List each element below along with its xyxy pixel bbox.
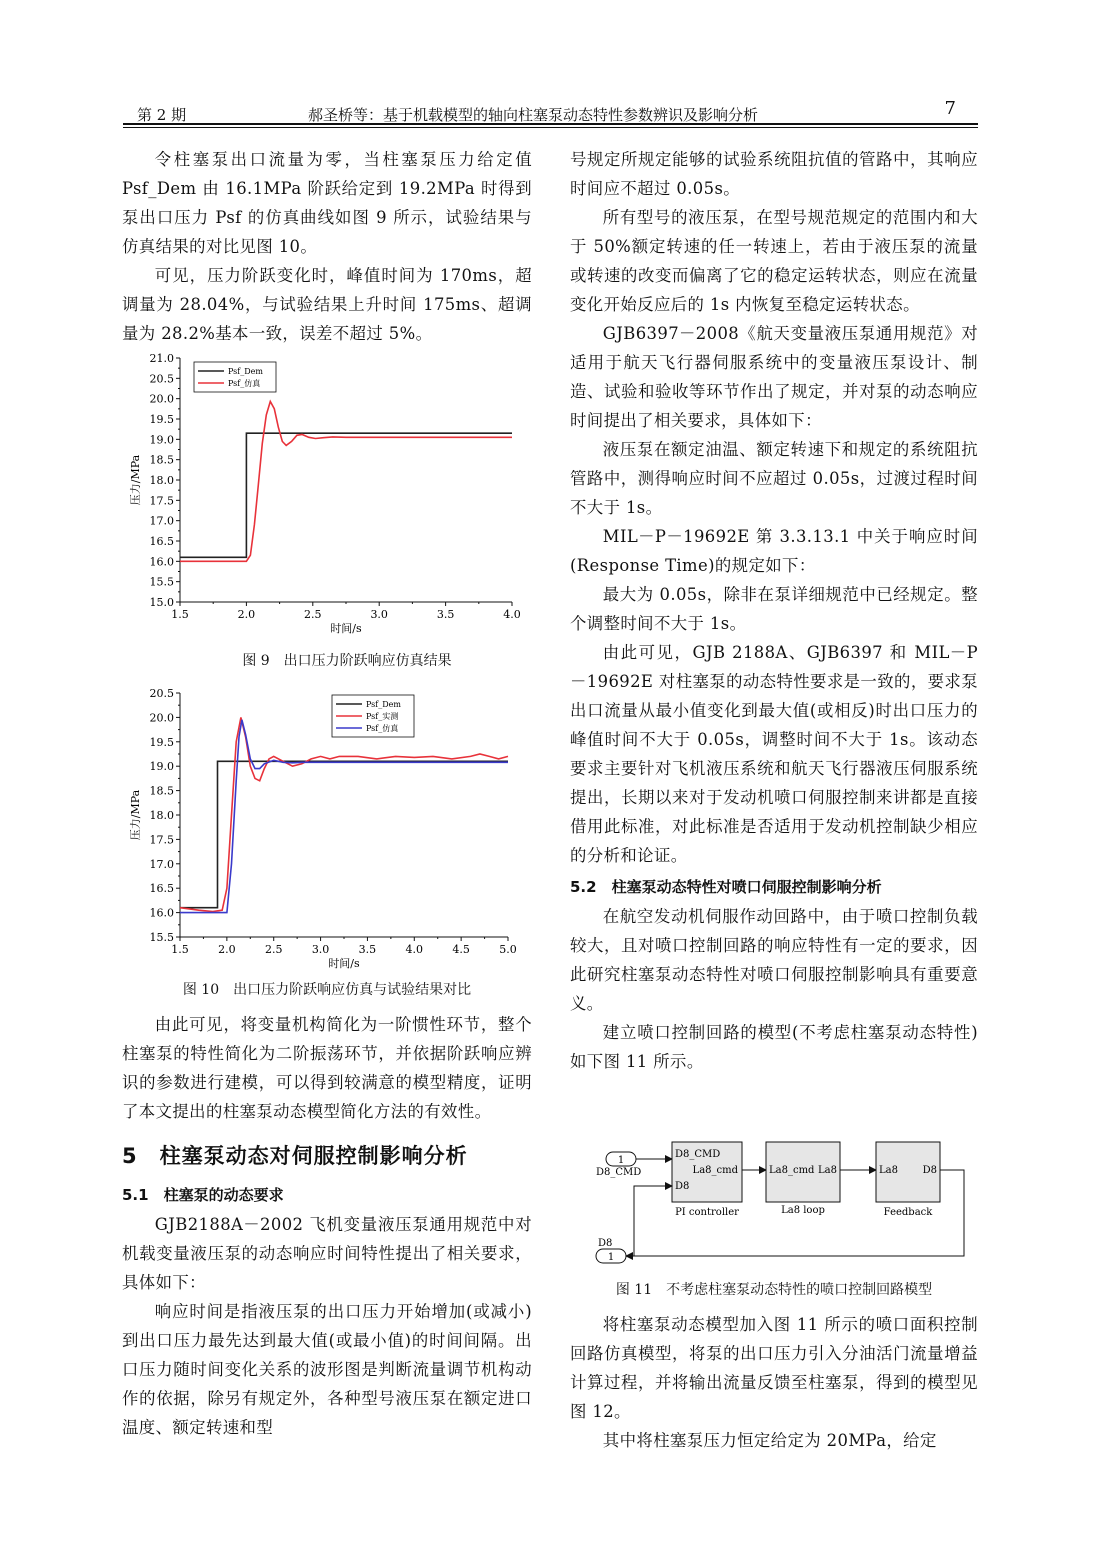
y-tick-label: 19.0	[149, 760, 174, 774]
x-tick-label: 4.5	[452, 943, 470, 956]
legend-label: Psf_仿真	[228, 379, 261, 388]
block-diagram	[580, 1135, 980, 1270]
section-5-1-heading: 5.1 柱塞泵的动态要求	[122, 1186, 284, 1204]
paragraph: 号规定所规定能够的试验系统阻抗值的管路中，其响应时间应不超过 0.05s。	[570, 150, 978, 198]
loop-output-label: La8	[818, 1165, 837, 1176]
legend-label: Psf_Dem	[228, 367, 263, 376]
x-tick-label: 3.0	[311, 943, 330, 956]
outport-label: D8	[598, 1238, 613, 1249]
y-axis-label: 压力/MPa	[129, 789, 142, 841]
paragraph: 令柱塞泵出口流量为零，当柱塞泵压力给定值 Psf_Dem 由 16.1MPa 阶跃给定到 19.2MPa 时得到泵出口压力 Psf 的仿真曲线如图 9 所示，试验结果与仿真结果的对比见图 10。	[122, 150, 532, 256]
figure-11-diagram	[580, 1135, 980, 1270]
x-tick-label: 4.0	[503, 608, 521, 621]
y-tick-label: 17.0	[149, 514, 174, 528]
pi-output-label: La8_cmd	[692, 1165, 738, 1176]
feedback-branch-line	[634, 1186, 672, 1256]
x-tick-label: 2.5	[264, 943, 283, 956]
y-tick-label: 16.0	[149, 555, 174, 569]
right-column	[570, 145, 978, 1076]
y-tick-label: 20.5	[149, 687, 174, 700]
figure-10-caption: 图 10 出口压力阶跃响应仿真与试验结果对比	[182, 982, 472, 998]
paragraph: 由此可见，GJB 2188A、GJB6397 和 MIL－P－19692E 对柱塞泵的动态特性要求是一致的，要求泵出口流量从最小值变化到最大值(或相反)时出口压力的峰值时间不大于 0.05s，调整时间不大于 1s。该动态要求主要针对飞机液压系统和航天飞行器液压伺服系统提出，长期以来对于发动机喷口伺服控制来讲都是直接借用此标准，对此标准是否适用于发动机控制缺少相应的分析和论证。	[570, 643, 978, 865]
figure-11-caption: 图 11 不考虑柱塞泵动态特性的喷口控制回路模型	[615, 1282, 933, 1298]
series-line	[180, 433, 512, 557]
y-tick-label: 19.5	[149, 413, 174, 426]
right-column-lower	[570, 1310, 978, 1455]
y-tick-label: 19.0	[149, 433, 174, 447]
series-line	[180, 402, 512, 562]
x-axis-label: 时间/s	[328, 957, 360, 970]
paragraph: 将柱塞泵动态模型加入图 11 所示的喷口面积控制回路仿真模型，将泵的出口压力引入分油活门流量增益计算过程，并将输出流量反馈至柱塞泵，得到的模型见图 12。	[570, 1315, 978, 1421]
left-column	[122, 145, 532, 348]
header-title: 郝圣桥等：基于机载模型的轴向柱塞泵动态特性参数辨识及影响分析	[308, 106, 759, 124]
y-tick-label: 18.5	[149, 784, 174, 798]
left-column-lower	[122, 1010, 532, 1442]
y-tick-label: 20.0	[149, 392, 174, 406]
y-tick-label: 17.5	[149, 833, 174, 847]
y-tick-label: 19.5	[149, 735, 174, 749]
y-tick-label: 20.5	[149, 372, 174, 386]
x-tick-label: 2.0	[218, 943, 236, 956]
paragraph: 所有型号的液压泵，在型号规范规定的范围内和大于 50%额定转速的任一转速上，若由于液压泵的流量或转速的改变而偏离了它的稳定运转状态，则应在流量变化开始反应后的 1s 内恢复至稳定运转状态。	[570, 208, 978, 314]
legend-label: Psf_实测	[366, 712, 399, 721]
page-number: 7	[944, 98, 956, 119]
x-tick-label: 1.5	[171, 608, 189, 621]
paragraph: GJB6397－2008《航天变量液压泵通用规范》对适用于航天飞行器伺服系统中的变量液压泵设计、制造、试验和验收等环节作出了规定，并对泵的动态响应时间提出了相关要求，具体如下：	[570, 324, 978, 430]
header-rule-thin	[123, 127, 978, 128]
series-line	[180, 720, 508, 913]
x-tick-label: 4.0	[405, 943, 424, 956]
running-header	[123, 92, 978, 126]
y-tick-label: 15.5	[149, 931, 174, 944]
inport-number: 1	[617, 1155, 625, 1166]
pi-controller-name: PI controller	[675, 1207, 739, 1218]
outport-number: 1	[607, 1252, 615, 1263]
paragraph: 由此可见，将变量机构简化为一阶惯性环节，整个柱塞泵的特性简化为二阶振荡环节，并依据阶跃响应辨识的参数进行建模，可以得到较满意的模型精度，证明了本文提出的柱塞泵动态模型简化方法的有效性。	[122, 1015, 532, 1121]
x-tick-label: 3.5	[358, 943, 377, 956]
section-5-heading: 5 柱塞泵动态对伺服控制影响分析	[122, 1144, 468, 1168]
x-tick-label: 5.0	[499, 943, 517, 956]
legend-label: Psf_仿真	[366, 724, 399, 733]
y-tick-label: 21.0	[149, 352, 174, 365]
paragraph: 在航空发动机伺服作动回路中，由于喷口控制负载较大，且对喷口控制回路的响应特性有一定的要求，因此研究柱塞泵动态特性对喷口伺服控制影响具有重要意义。	[570, 907, 978, 1013]
paragraph: MIL－P－19692E 第 3.3.13.1 中关于响应时间(Response Time)的规定如下：	[570, 527, 978, 575]
legend-label: Psf_Dem	[366, 700, 401, 709]
y-tick-label: 16.0	[149, 906, 174, 920]
header-rule	[123, 123, 978, 125]
x-tick-label: 1.5	[171, 943, 189, 956]
y-tick-label: 16.5	[149, 535, 174, 548]
paragraph: 可见，压力阶跃变化时，峰值时间为 170ms，超调量为 28.04%，与试验结果上升时间 175ms、超调量为 28.2%基本一致，误差不超过 5%。	[122, 266, 532, 343]
x-axis-label: 时间/s	[330, 622, 362, 635]
paragraph: 最大为 0.05s，除非在泵详细规范中已经规定。整个调整时间不大于 1s。	[570, 585, 978, 633]
y-tick-label: 20.0	[149, 711, 174, 725]
x-tick-label: 2.5	[304, 608, 322, 621]
x-tick-label: 3.0	[370, 608, 388, 621]
y-tick-label: 18.0	[149, 809, 174, 822]
y-tick-label: 17.5	[149, 494, 174, 508]
inport-label: D8_CMD	[596, 1167, 642, 1178]
y-tick-label: 15.0	[149, 596, 174, 609]
paragraph: 响应时间是指液压泵的出口压力开始增加(或减小)到出口压力最先达到最大值(或最小值)的时间间隔。出口压力随时间变化关系的波形图是判断流量调节机构动作的依据，除另有规定外，各种型号液压泵在额定进口温度、额定转速和型	[122, 1302, 532, 1437]
paragraph: 液压泵在额定油温、额定转速下和规定的系统阻抗管路中，测得响应时间不应超过 0.05s，过渡过程时间不大于 1s。	[570, 440, 978, 517]
pi-input-label: D8_CMD	[675, 1149, 721, 1160]
y-tick-label: 15.5	[149, 575, 174, 589]
feedback-input-label: La8	[879, 1165, 898, 1176]
feedback-name: Feedback	[883, 1207, 933, 1218]
section-5-2-heading: 5.2 柱塞泵动态特性对喷口伺服控制影响分析	[570, 878, 882, 896]
pi-feedback-label: D8	[675, 1181, 690, 1192]
figure-10	[122, 683, 532, 973]
loop-input-label: La8_cmd	[769, 1165, 815, 1176]
paragraph: GJB2188A－2002 飞机变量液压泵通用规范中对机载变量液压泵的动态响应时间特性提出了相关要求，具体如下：	[122, 1215, 532, 1292]
y-tick-label: 16.5	[149, 882, 174, 896]
x-tick-label: 2.0	[237, 608, 256, 621]
y-tick-label: 18.5	[149, 453, 174, 467]
issue-number: 第 2 期	[137, 106, 187, 124]
feedback-output-label: D8	[922, 1165, 937, 1176]
paragraph: 建立喷口控制回路的模型(不考虑柱塞泵动态特性)如下图 11 所示。	[570, 1023, 978, 1071]
paragraph: 其中将柱塞泵压力恒定给定为 20MPa，给定	[602, 1431, 937, 1450]
y-axis-label: 压力/MPa	[129, 454, 142, 506]
figure-9-chart	[122, 348, 532, 648]
la8-loop-name: La8 loop	[781, 1205, 825, 1216]
figure-9-caption: 图 9 出口压力阶跃响应仿真结果	[242, 653, 452, 669]
y-tick-label: 17.0	[149, 857, 174, 871]
figure-10-chart	[122, 683, 532, 973]
y-tick-label: 18.0	[149, 474, 174, 487]
figure-9	[122, 348, 532, 648]
x-tick-label: 3.5	[436, 608, 455, 621]
